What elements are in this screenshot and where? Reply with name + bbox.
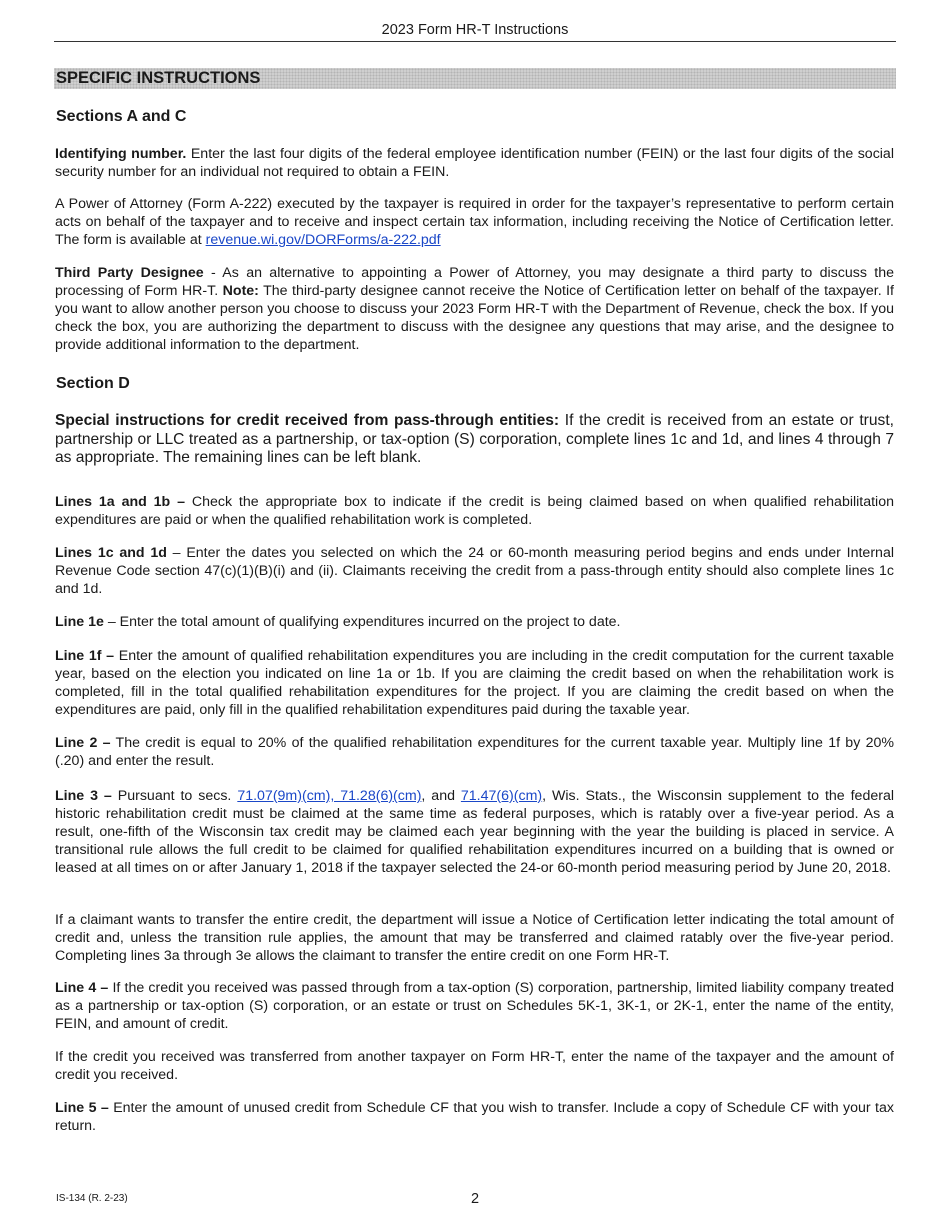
- section-d-heading: Section D: [56, 375, 130, 392]
- banner-title: SPECIFIC INSTRUCTIONS: [56, 69, 261, 87]
- lines-1c-1d-text: – Enter the dates you selected on which the 24 or 60-month measuring period begins and ends under Internal Revenue Code section 47(c)(1)(B)(i) and (ii). Claimants receiving the credit from a pass-through entity should also complete lines 1c and 1d.: [55, 545, 894, 597]
- statute-link-71-07-71-28[interactable]: 71.07(9m)(cm), 71.28(6)(cm): [237, 788, 422, 804]
- line-1e-paragraph: [55, 613, 894, 631]
- transfer-credit-paragraph: If a claimant wants to transfer the entire credit, the department will issue a Notice of Certification letter indicating the total amount of credit and, unless the transition rule applies, the amount that may be transferred and claimed ratably over the five-year period. Completing lines 3a through 3e allows the claimant to transfer the entire credit on one Form HR-T.: [55, 912, 894, 964]
- third-party-designee-text-2: The third-party designee cannot receive the Notice of Certification letter on behalf of the taxpayer. If you want to allow another person you choose to discuss your 2023 Form HR-T with the Department of Revenue, check the box. If you check the box, you are authorizing the department to discuss with the designee any questions that may arise, and the designee to provide additional information to the department.: [55, 283, 894, 353]
- third-party-designee-text-1: - As an alternative to appointing a Power of Attorney, you may designate a third party to discuss the processing of Form HR-T.: [55, 265, 894, 299]
- form-identifier: IS-134 (R. 2-23): [56, 1193, 128, 1204]
- note-label: Note:: [222, 283, 259, 299]
- line-5-paragraph: [55, 1099, 894, 1135]
- line-1e-label: Line 1e: [55, 614, 104, 630]
- line-2-text: The credit is equal to 20% of the qualified rehabilitation expenditures for the current taxable year. Multiply line 1f by 20% (.20) and enter the result.: [55, 735, 894, 769]
- line-1f-label: Line 1f –: [55, 648, 115, 664]
- power-of-attorney-paragraph: [55, 195, 894, 249]
- lines-1c-1d-label: Lines 1c and 1d: [55, 545, 167, 561]
- line-3-text-2: , and: [421, 788, 461, 804]
- lines-1c-1d-paragraph: [55, 544, 894, 598]
- line-4-label: Line 4 –: [55, 980, 109, 996]
- line-1f-text: Enter the amount of qualified rehabilitation expenditures you are including in the credit computation for the current taxable year, based on the election you indicated on line 1a or 1b. If you are claiming the credit based on when the rehabilitation work is completed, fill in the total qualified rehabilitation expenditures for the project. If you are claiming the credit based on when the expenditures are paid, only fill in the qualified rehabilitation expenditures paid during the taxable year.: [55, 648, 894, 718]
- line-5-text: Enter the amount of unused credit from Schedule CF that you wish to transfer. Include a copy of Schedule CF with your tax return.: [55, 1100, 894, 1134]
- statute-link-71-47[interactable]: 71.47(6)(cm): [460, 788, 543, 804]
- identifying-number-label: Identifying number.: [55, 146, 187, 162]
- page-header-title: 2023 Form HR-T Instructions: [54, 21, 896, 42]
- section-a-c-heading: Sections A and C: [56, 108, 187, 125]
- line-3-text-1: Pursuant to secs.: [111, 788, 238, 804]
- special-instructions-text: If the credit is received from an estate or trust, partnership or LLC treated as a partnership, or tax-option (S) corporation, complete lines 1c and 1d, and lines 4 through 7 as appropriate. The remaining lines can be left blank.: [55, 412, 894, 466]
- lines-1a-1b-label: Lines 1a and 1b –: [55, 494, 185, 510]
- line-2-paragraph: [55, 734, 894, 770]
- line-3-text-3: , Wis. Stats., the Wisconsin supplement to the federal historic rehabilitation credit must be claimed at the same time as federal purposes, which is ratably over a five-year period. As a result, one-fifth of the Wisconsin tax credit may be claimed each year beginning with the year the building is placed in service. A transitional rule allows the full credit to be claimed for qualified rehabilitation expenditures incurred on a building that is owned or leased at all times on or after January 1, 2018 if the taxpayer selected the 24-or 60-month period measuring period by June 20, 2018.: [55, 788, 894, 876]
- page-number: 2: [470, 1191, 480, 1207]
- special-instructions-paragraph: [55, 412, 894, 468]
- power-of-attorney-text: A Power of Attorney (Form A-222) executed by the taxpayer is required in order for the taxpayer’s representative to perform certain acts on behalf of the taxpayer and to receive and inspect certain tax information, including receiving the Notice of Certification letter. The form is available at: [55, 196, 894, 248]
- credit-received-paragraph: If the credit you received was transferred from another taxpayer on Form HR-T, enter the name of the taxpayer and the amount of credit you received.: [55, 1049, 894, 1083]
- form-a222-link[interactable]: revenue.wi.gov/DORForms/a-222.pdf: [205, 232, 441, 248]
- identifying-number-paragraph: [55, 145, 894, 181]
- identifying-number-text: Enter the last four digits of the federal employee identification number (FEIN) or the last four digits of the social security number for an individual not required to obtain a FEIN.: [55, 146, 894, 180]
- special-instructions-label: Special instructions for credit received from pass-through entities:: [55, 412, 560, 429]
- line-1e-text: – Enter the total amount of qualifying expenditures incurred on the project to date.: [103, 614, 621, 630]
- lines-1a-1b-text: Check the appropriate box to indicate if the credit is being claimed based on when qualified rehabilitation expenditures are paid or when the qualified rehabilitation work is completed.: [55, 494, 894, 528]
- lines-1a-1b-paragraph: [55, 493, 894, 529]
- third-party-designee-paragraph: [55, 264, 894, 354]
- line-2-label: Line 2 –: [55, 735, 111, 751]
- third-party-designee-label: Third Party Designee: [55, 265, 204, 281]
- line-4-paragraph: [55, 979, 894, 1033]
- line-3-paragraph: [55, 787, 894, 877]
- line-1f-paragraph: [55, 647, 894, 719]
- line-3-label: Line 3 –: [55, 788, 112, 804]
- line-5-label: Line 5 –: [55, 1100, 109, 1116]
- line-4-text: If the credit you received was passed through from a tax-option (S) corporation, partnership, limited liability company treated as a partnership or tax-option (S) corporation, or an estate or trust on Schedules 5K-1, 3K-1, or 2K-1, enter the name of the entity, FEIN, and amount of credit.: [55, 980, 894, 1032]
- specific-instructions-banner: [54, 68, 896, 89]
